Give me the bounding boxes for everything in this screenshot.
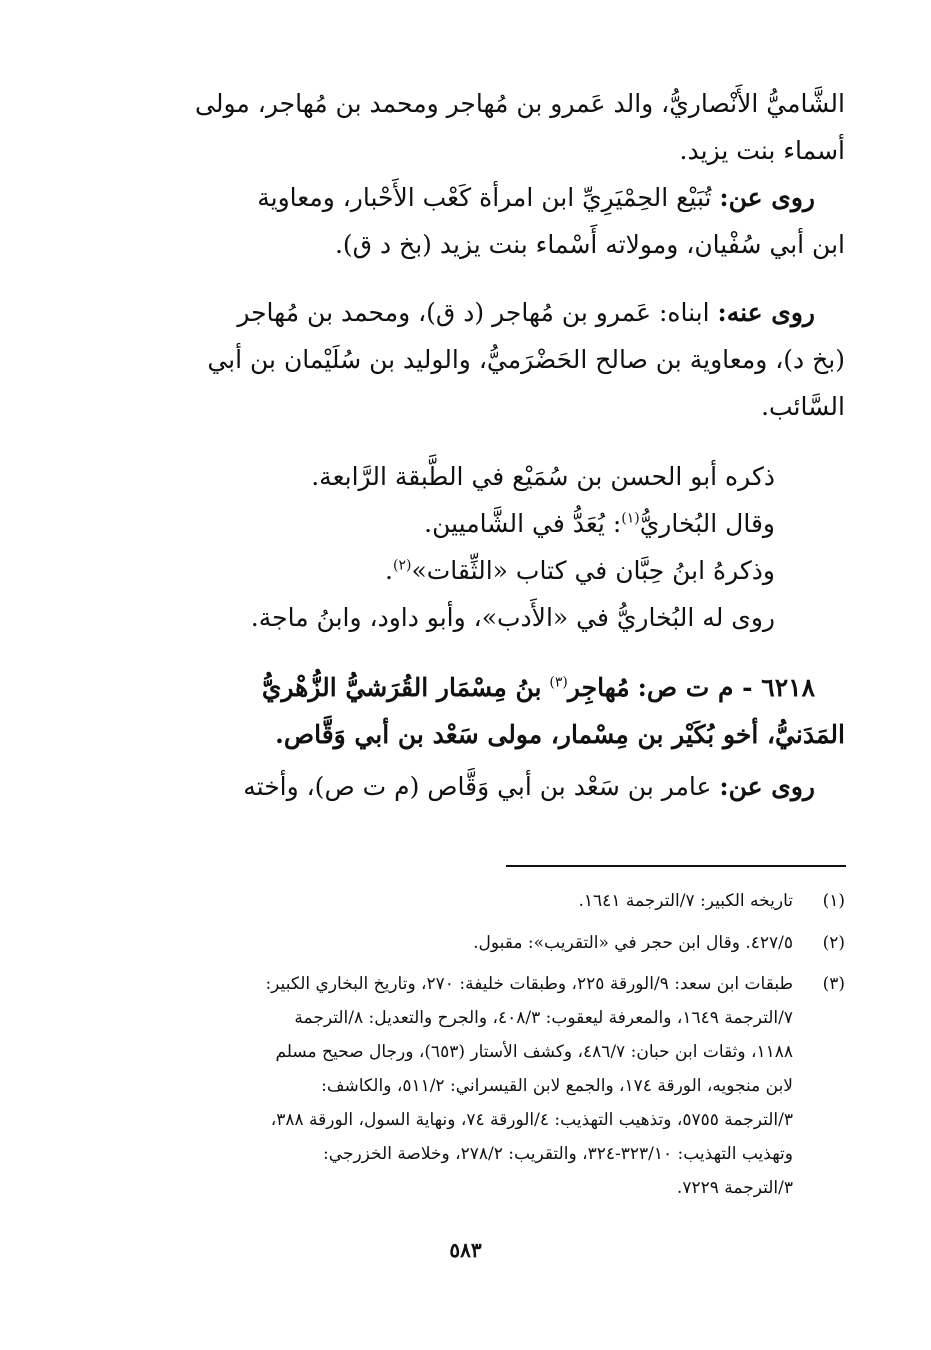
text-line [140,547,845,594]
text-line: الشَّاميُّ الأَنْصاريُّ، والد عَمرو بن مُهاجر ومحمد بن مُهاجر، مولى [195,89,845,118]
entry-name-rest: بنُ مِسْمَار القُرَشيُّ الزُّهْريُّ [261,673,542,702]
text-line [140,500,845,547]
footnote-text: ٤٢٧/٥. وقال ابن حجر في «التقريب»: مقبول. [473,933,793,953]
footnote-line: ٧/الترجمة ١٦٤٩، والمعرفة ليعقوب: ٤٠٨/٣، والجرح والتعديل: ٨/الترجمة [294,1008,793,1028]
section-label: روى عن: [719,183,815,212]
narrated-by-paragraph [140,289,845,430]
text-run: ذكره أبو الحسن بن سُمَيْع في الطَّبقة الرَّابعة. [311,462,775,491]
footnote-line: ٣/الترجمة ٥٧٥٥، وتذهيب التهذيب: ٤/الورقة ٧٤، ونهاية السول، الورقة ٣٨٨، [270,1110,793,1130]
text-line [140,174,845,221]
footnote-number: (١) [822,891,845,911]
footnote-line: طبقات ابن سعد: ٩/الورقة ٢٢٥، وطبقات خليفة: ٢٧٠، وتاريخ البخاري الكبير: [265,974,793,994]
entry-heading-paragraph [140,664,845,758]
text-run: . [385,556,393,585]
text-run: وذكرهُ ابنُ حِبَّان في كتاب «الثِّقات» [411,556,775,585]
footnote [140,967,845,1205]
text-run: : يُعَدُّ في الشَّاميين. [424,509,622,538]
text-run: عامر بن سَعْد بن أبي وَقَّاص (م ت ص)، وأخته [243,772,712,801]
paragraph-continuation [140,80,845,174]
section-label: روى عن: [719,772,815,801]
text-line: السَّائب. [761,392,845,421]
entry-number: ٦٢١٨ - م ت ص: [637,673,815,702]
text-line: ابن أبي سُفْيان، ومولاته أَسْماء بنت يزيد (بخ د ق). [334,230,845,259]
footnote-ref[interactable]: (٢) [393,557,412,574]
page-number: ٥٨٣ [449,1238,482,1262]
text-run: وقال البُخاريُّ [639,509,775,538]
text-run: ابناه: عَمرو بن مُهاجر (د ق)، ومحمد بن مُهاجر [237,298,710,327]
text-line: (بخ د)، ومعاوية بن صالح الحَضْرَميُّ، والوليد بن سُلَيْمان بن أبي [207,345,845,374]
text-line [140,289,845,336]
assessment-paragraph [140,453,845,641]
footnote-ref[interactable]: (٣) [549,674,568,691]
text-line [140,664,845,711]
footnote-text: تاريخه الكبير: ٧/الترجمة ١٦٤١. [578,891,793,911]
text-line: المَدَنيُّ، أخو بُكَيْر بن مِسْمار، مولى سَعْد بن أبي وَقَّاص. [275,720,845,749]
footnote [140,884,845,918]
footnote-number: (٣) [822,974,845,994]
text-line [140,453,845,500]
footnote-line: لابن منجويه، الورقة ١٧٤، والجمع لابن القيسراني: ٥١١/٢، والكاشف: [321,1076,793,1096]
footnote-number: (٢) [822,933,845,953]
footnote-text [140,967,793,1205]
narrated-from-paragraph [140,763,845,810]
section-label: روى عنه: [717,298,815,327]
footnote-ref[interactable]: (١) [621,510,640,527]
text-run: تُبَيْع الحِمْيَرِيِّ ابن امرأة كَعْب الأَحْبار، ومعاوية [257,183,712,212]
footnote-line: وتهذيب التهذيب: ٣٢٣/١٠-٣٢٤، والتقريب: ٢٧٨/٢، وخلاصة الخزرجي: [323,1144,793,1164]
text-line [140,763,845,810]
narrated-from-paragraph [140,174,845,268]
footnote-line: ١١٨٨، وثقات ابن حبان: ٤٨٦/٧، وكشف الأستار (٦٥٣)، ورجال صحيح مسلم [275,1042,793,1062]
footnote-divider [506,865,846,867]
text-line: أسماء بنت يزيد. [679,136,845,165]
text-run: روى له البُخاريُّ في «الأَدب»، وأبو داود، وابنُ ماجة. [250,603,775,632]
text-line [140,594,845,641]
footnote-line: ٣/الترجمة ٧٢٢٩. [676,1178,793,1198]
entry-name: مُهاجِر [567,673,630,702]
footnote [140,926,845,960]
